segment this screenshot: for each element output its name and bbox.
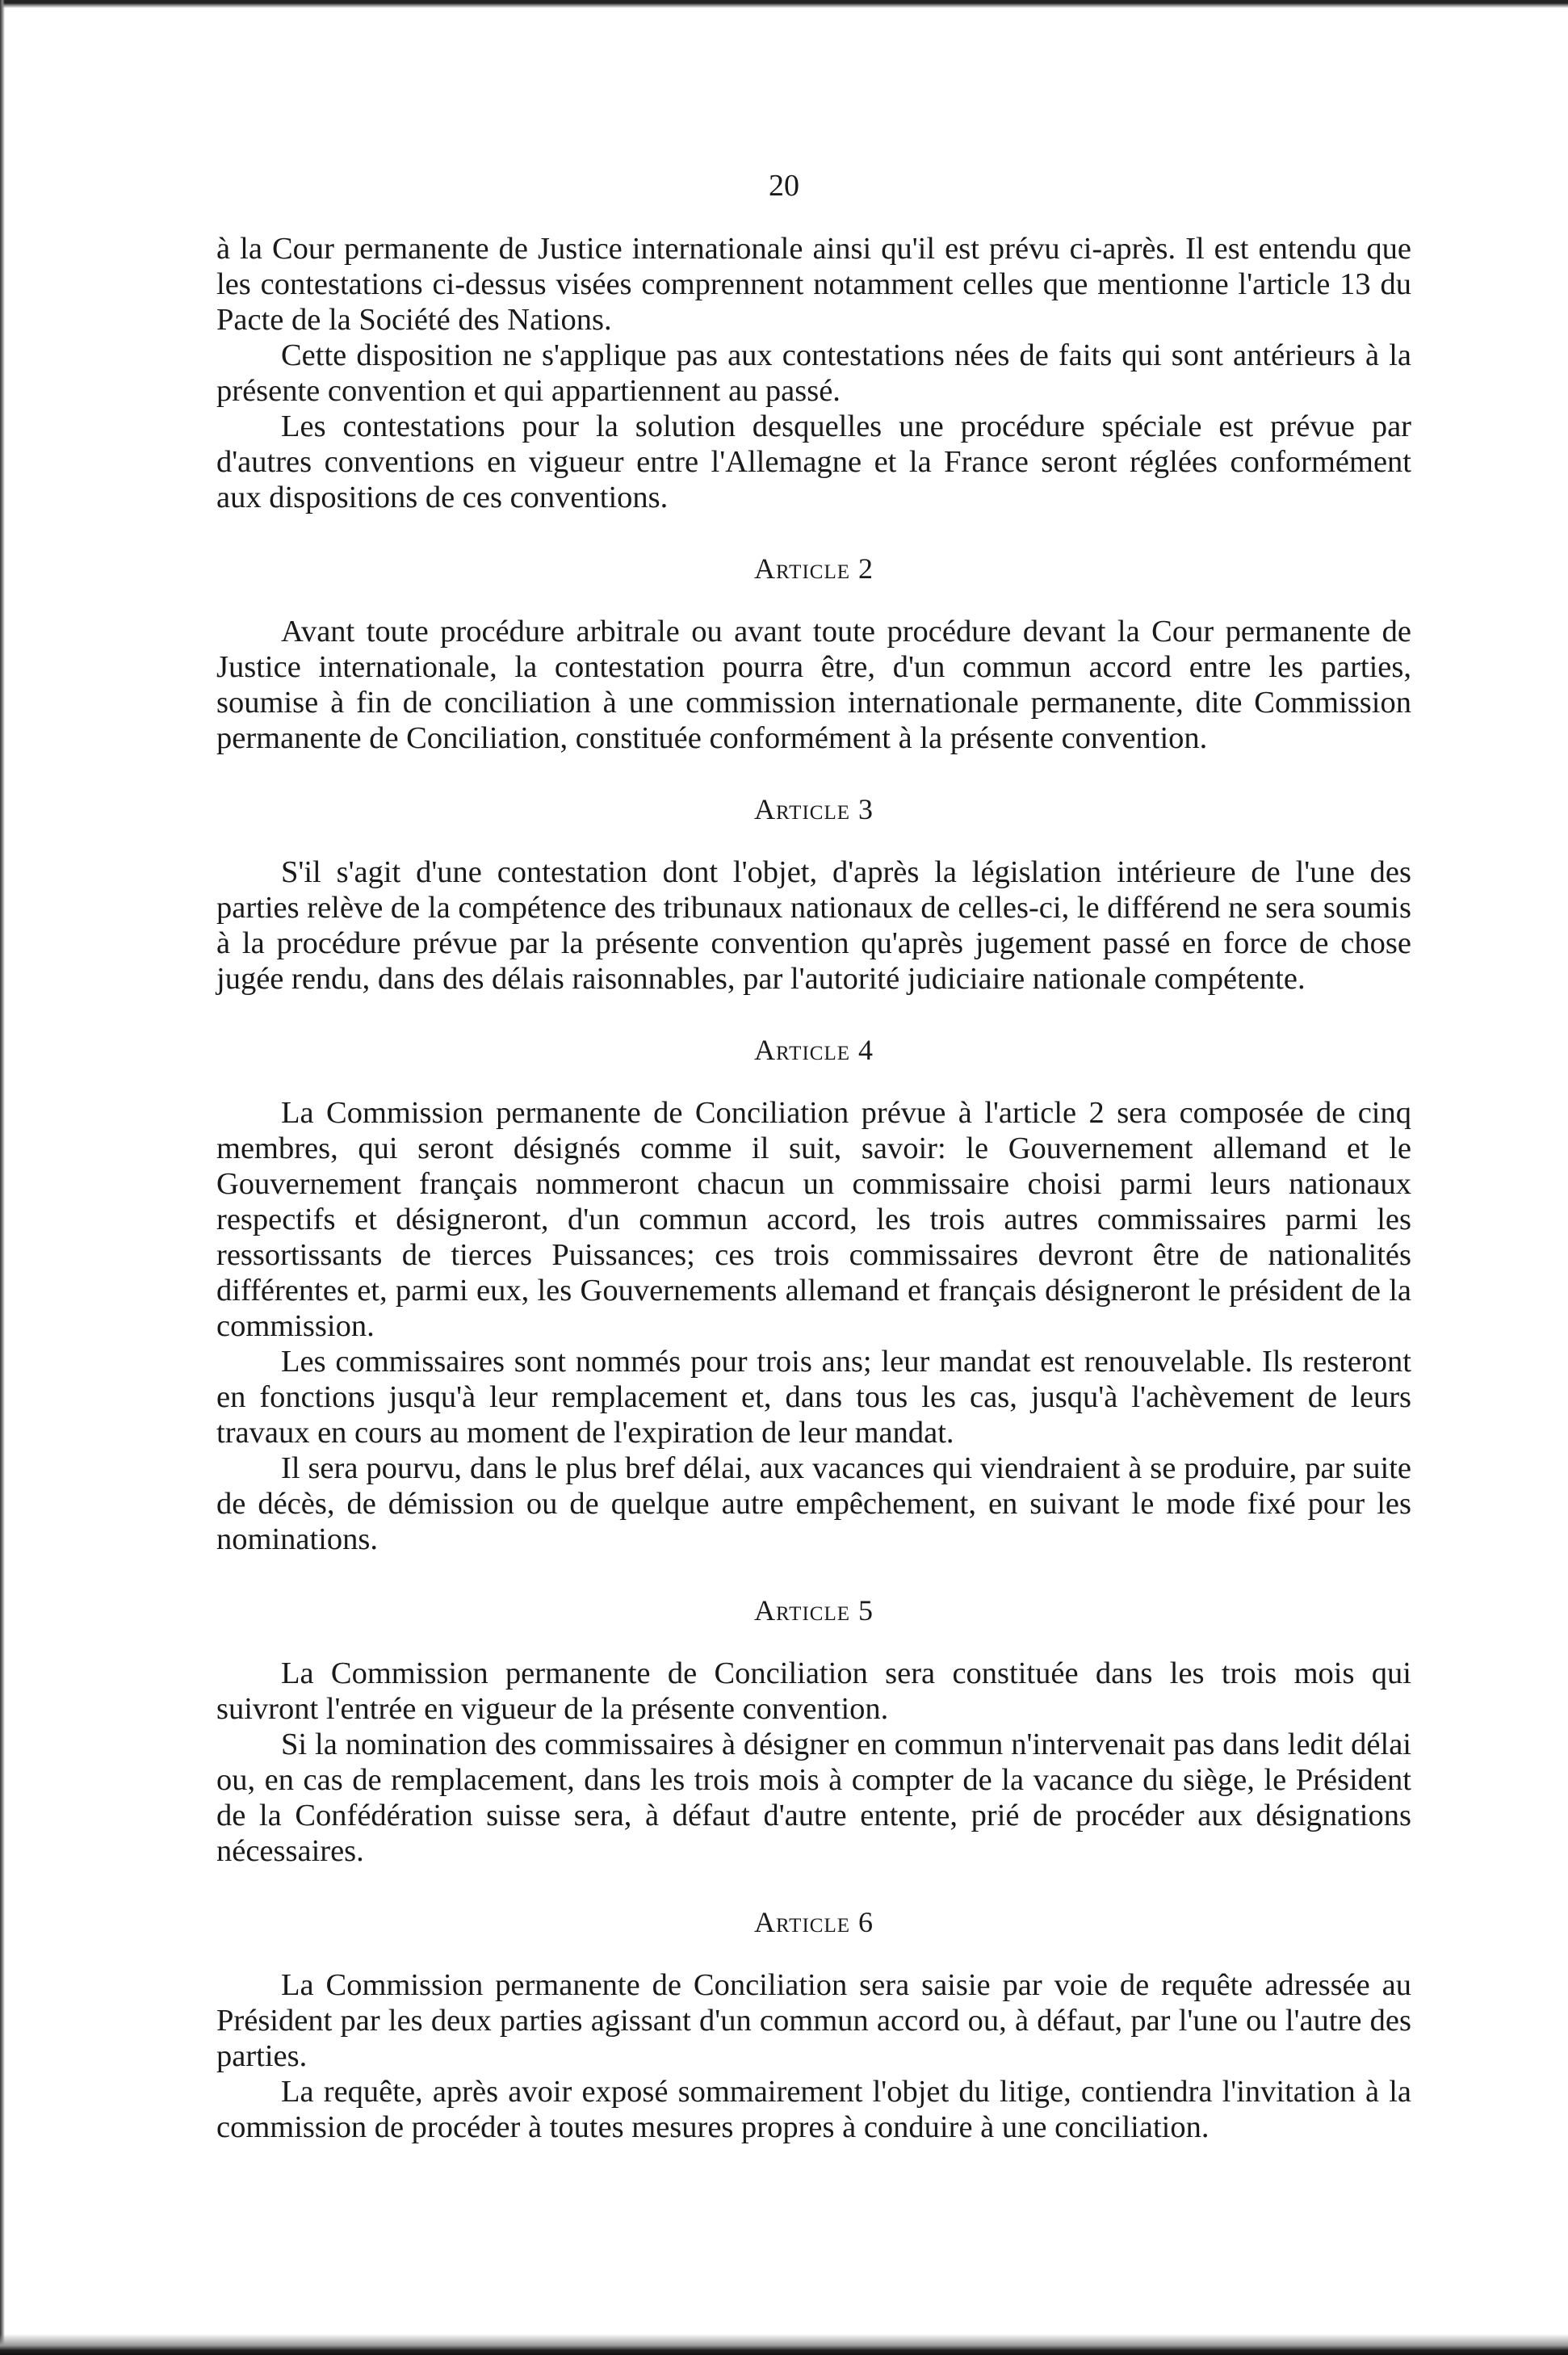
article-5 [216, 1593, 1411, 1869]
article-4-paragraph-3: Il sera pourvu, dans le plus bref délai, aux vacances qui viendraient à se produire, par suite de décès, de démission ou de quelque autre empêchement, en suivant le mode fixé pour les nominations. [216, 1451, 1411, 1556]
document-body [216, 231, 1411, 2145]
article-4-paragraph-1: La Commission permanente de Conciliation prévue à l'article 2 sera composée de cinq membres, qui seront désignés comme il suit, savoir: le Gouvernement allemand et le Gouvernement français nommeront chacun un commissaire choisi parmi leurs nationaux respectifs et désigneront, d'un commun accord, les trois autres commissaires parmi les ressortissants de tierces Puissances; ces trois commissaires devront être de nationalités différentes et, parmi eux, les Gouvernements allemand et français désigneront le président de la commission. [216, 1096, 1411, 1343]
page-number: 20 [769, 169, 799, 203]
article-3 [216, 791, 1411, 997]
article-5-paragraph-1: La Commission permanente de Conciliation sera constituée dans les trois mois qui suivront l'entrée en vigueur de la présente convention. [216, 1656, 1411, 1726]
article-5-heading: Article 5 [754, 1594, 874, 1627]
article-5-paragraph-2: Si la nomination des commissaires à désigner en commun n'intervenait pas dans ledit délai ou, en cas de remplacement, dans les trois mois à compter de la vacance du siège, le Président de la Confédération suisse sera, à défaut d'autre entente, prié de procéder aux désignations nécessaires. [216, 1727, 1411, 1868]
article-2-heading: Article 2 [754, 552, 874, 585]
scan-border-bottom [0, 2334, 1568, 2355]
article-2-paragraph-1: Avant toute procédure arbitrale ou avant toute procédure devant la Cour permanente de Justice internationale, la contestation pourra être, d'un commun accord entre les parties, soumise à fin de conciliation à une commission internationale permanente, dite Commission permanente de Conciliation, constituée conformément à la présente convention. [216, 615, 1411, 755]
article-2 [216, 551, 1411, 756]
article-6-heading: Article 6 [754, 1906, 874, 1938]
scan-border-top [0, 0, 1568, 8]
intro-paragraph-2: Cette disposition ne s'applique pas aux contestations nées de faits qui sont antérieurs à la présente convention et qui appartiennent au passé. [216, 338, 1411, 408]
article-4-paragraph-2: Les commissaires sont nommés pour trois ans; leur mandat est renouvelable. Ils resteront en fonctions jusqu'à leur remplacement et, dans tous les cas, jusqu'à l'achèvement de leurs travaux en cours au moment de l'expiration de leur mandat. [216, 1345, 1411, 1450]
article-4 [216, 1032, 1411, 1557]
intro-paragraph-3: Les contestations pour la solution desquelles une procédure spéciale est prévue par d'autres conventions en vigueur entre l'Allemagne et la France seront réglées conformément aux dispositions de ces conventions. [216, 409, 1411, 514]
article-3-paragraph-1: S'il s'agit d'une contestation dont l'objet, d'après la législation intérieure de l'une des parties relève de la compétence des tribunaux nationaux de celles-ci, le différend ne sera soumis à la procédure prévue par la présente convention qu'après jugement passé en force de chose jugée rendu, dans des délais raisonnables, par l'autorité judiciaire nationale compétente. [216, 855, 1411, 996]
article-6-paragraph-1: La Commission permanente de Conciliation sera saisie par voie de requête adressée au Président par les deux parties agissant d'un commun accord ou, à défaut, par l'une ou l'autre des parties. [216, 1968, 1411, 2073]
intro-paragraph-1: à la Cour permanente de Justice internationale ainsi qu'il est prévu ci-après. Il est entendu que les contestations ci-dessus visées comprennent notamment celles que mentionne l'article 13 du Pacte de la Société des Nations. [216, 232, 1411, 337]
article-4-heading: Article 4 [754, 1034, 874, 1066]
article-3-heading: Article 3 [754, 793, 874, 825]
scan-border-left [0, 0, 5, 2355]
article-6-paragraph-2: La requête, après avoir exposé sommairement l'objet du litige, contiendra l'invitation à la commission de procéder à toutes mesures propres à conduire à une conciliation. [216, 2075, 1411, 2144]
article-6 [216, 1904, 1411, 2145]
